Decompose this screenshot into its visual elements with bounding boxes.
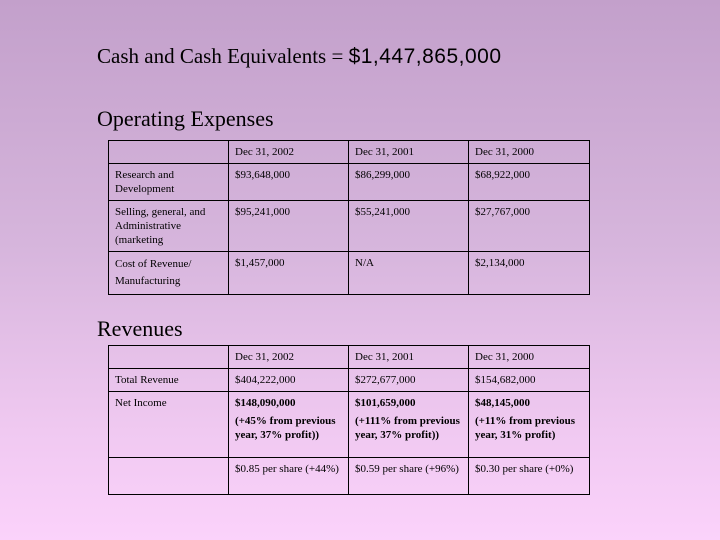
table-header-row (109, 141, 590, 164)
row-label: Research and Development (109, 164, 229, 201)
header-cell (109, 346, 229, 369)
cash-headline (97, 44, 502, 69)
table-cell: $86,299,000 (349, 164, 469, 201)
header-cell: Dec 31, 2000 (469, 141, 590, 164)
table-cell (229, 392, 349, 458)
revenues-title: Revenues (97, 316, 183, 341)
net-income-amount: $148,090,000 (235, 397, 296, 409)
table-row (109, 252, 590, 295)
table-cell: $1,457,000 (229, 252, 349, 295)
header-cell: Dec 31, 2001 (349, 141, 469, 164)
table-cell: $93,648,000 (229, 164, 349, 201)
table-cell: $27,767,000 (469, 201, 590, 252)
table-row (109, 392, 590, 458)
row-label: Total Revenue (109, 369, 229, 392)
header-cell (109, 141, 229, 164)
table-row (109, 369, 590, 392)
table-row (109, 164, 590, 201)
net-income-amount: $48,145,000 (475, 397, 530, 409)
row-label (109, 458, 229, 495)
cash-label: Cash and Cash Equivalents = (97, 44, 349, 68)
row-label: Cost of Revenue/ Manufacturing (109, 252, 229, 295)
table-cell: $95,241,000 (229, 201, 349, 252)
table-row (109, 201, 590, 252)
operating-expenses-title: Operating Expenses (97, 106, 274, 131)
table-cell: $0.85 per share (+44%) (229, 458, 349, 495)
operating-expenses-table (108, 140, 590, 295)
revenues-table (108, 345, 590, 495)
table-cell: $0.59 per share (+96%) (349, 458, 469, 495)
table-cell: $272,677,000 (349, 369, 469, 392)
table-cell: $0.30 per share (+0%) (469, 458, 590, 495)
header-cell: Dec 31, 2002 (229, 141, 349, 164)
header-cell: Dec 31, 2000 (469, 346, 590, 369)
net-income-note: (+45% from previous year, 37% profit)) (235, 415, 336, 441)
net-income-note: (+11% from previous year, 31% profit) (475, 415, 575, 441)
cash-amount: $1,447,865,000 (348, 45, 502, 68)
table-row (109, 458, 590, 495)
header-cell: Dec 31, 2002 (229, 346, 349, 369)
net-income-amount: $101,659,000 (355, 397, 416, 409)
table-cell: N/A (349, 252, 469, 295)
net-income-note: (+111% from previous year, 37% profit)) (355, 415, 460, 441)
table-cell: $2,134,000 (469, 252, 590, 295)
table-cell (469, 392, 590, 458)
row-label: Net Income (109, 392, 229, 458)
table-cell (349, 392, 469, 458)
table-cell: $68,922,000 (469, 164, 590, 201)
table-cell: $154,682,000 (469, 369, 590, 392)
header-cell: Dec 31, 2001 (349, 346, 469, 369)
row-label: Selling, general, and Administrative (marketing (109, 201, 229, 252)
table-cell: $404,222,000 (229, 369, 349, 392)
table-cell: $55,241,000 (349, 201, 469, 252)
table-header-row (109, 346, 590, 369)
